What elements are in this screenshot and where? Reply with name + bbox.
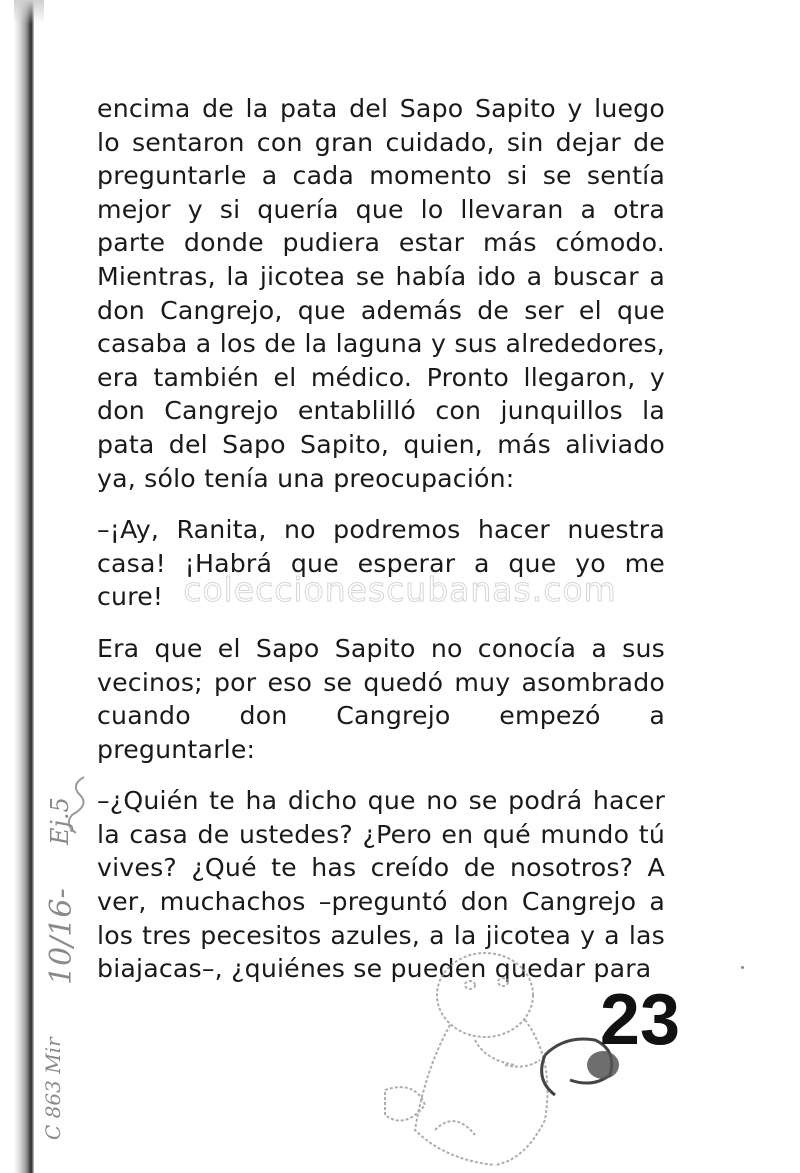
margin-note-call-number: 10/16-: [44, 888, 79, 985]
page-number: 23: [599, 980, 680, 1060]
paragraph-3: Era que el Sapo Sapito no conocía a sus vecinos; por eso se quedó muy asombrado cuando don Cangrejo empezó a preguntarle:: [97, 633, 665, 764]
margin-note-catalog: C 863 Mir: [41, 1037, 65, 1140]
scan-smudge: [14, 0, 44, 24]
paragraph-4: –¿Quién te ha dicho que no se podrá hacer la casa de ustedes? ¿Pero en qué mundo tú vives? ¿Qué te has creído de nosotros? A ver, muchachos –preguntó don Cangrejo a los tres pecesitos azules, a la jicotea y a las biajacas–, ¿quiénes se pueden quedar para: [97, 786, 665, 984]
book-spine-shadow: [0, 0, 34, 1173]
scan-speck: [741, 966, 744, 969]
watermark: coleccionescubanas.com: [183, 570, 617, 609]
paragraph-2: –¡Ay, Ranita, no podremos hacer nuestra casa! ¡Habrá que esperar a que yo me cure!: [97, 515, 665, 612]
paragraph-1: encima de la pata del Sapo Sapito y luego lo sentaron con gran cuidado, sin dejar de preguntarle a cada momento si se sentía mejor y si quería que lo llevaran a otra parte donde pudiera estar más cómodo. Mientras, la jicotea se había ido a buscar a don Cangrejo, que además de ser el que casaba a los de la laguna y sus alrededores, era también el médico. Pronto llegaron, y don Cangrejo entablilló con junquillos la pata del Sapo Sapito, quien, más aliviado ya, sólo tenía una preocupación:: [97, 94, 665, 493]
margin-note-initials: Ej.5: [46, 797, 74, 845]
page-body: [97, 92, 665, 986]
